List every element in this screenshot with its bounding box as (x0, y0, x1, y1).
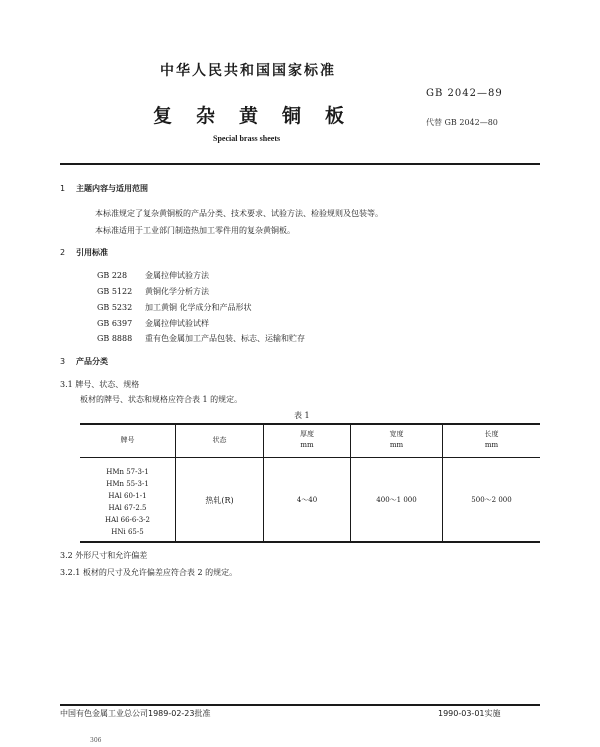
reference-code: GB 5122 (97, 287, 133, 296)
header-thickness-label: 厚度 (300, 430, 314, 438)
header-rule (60, 163, 540, 165)
brand-item: HNi 65-5 (111, 528, 144, 536)
reference-item (97, 333, 305, 344)
header-thickness (264, 429, 350, 451)
reference-item (97, 318, 209, 329)
subsection-3-2-1: 3.2.1 板材的尺寸及允许偏差应符合表 2 的规定。 (60, 568, 238, 577)
header-length-label: 长度 (484, 430, 499, 438)
paragraph: 本标准规定了复杂黄铜板的产品分类、技术要求、试验方法、检验规则及包装等。 (95, 209, 383, 218)
thickness-value: 4～40 (296, 496, 318, 504)
paragraph: 板材的牌号、状态和规格应符合表 1 的规定。 (80, 395, 243, 404)
english-title: Special brass sheets (213, 134, 281, 143)
paragraph: 本标准适用于工业部门制造热加工零件用的复杂黄铜板。 (95, 226, 295, 235)
standard-code: GB 2042—89 (426, 88, 503, 99)
section-3-heading (60, 356, 108, 367)
replaces-standard: 代替 GB 2042—80 (426, 118, 498, 127)
brand-item: HMn 57-3-1 (106, 468, 149, 476)
length-value: 500～2 000 (471, 496, 512, 504)
reference-title: 黄铜化学分析方法 (145, 287, 209, 296)
brand-item: HAl 66-6-3-2 (105, 516, 150, 524)
subsection-3-2-heading: 3.2 外形尺寸和允许偏差 (60, 551, 148, 560)
header-state: 状态 (212, 436, 227, 444)
table-caption: 表 1 (294, 411, 310, 420)
brand-item: HMn 55-3-1 (106, 480, 149, 488)
footer-rule (60, 704, 540, 706)
header-width-unit: mm (389, 441, 404, 449)
subsection-3-1-heading: 3.1 牌号、状态、规格 (60, 380, 140, 389)
reference-item (97, 286, 209, 297)
effective-date: 1990-03-01实施 (438, 709, 501, 718)
reference-title: 金属拉伸试验方法 (145, 271, 209, 280)
reference-title: 金属拉伸试验试样 (145, 319, 209, 328)
page-number: 306 (90, 737, 102, 744)
header-thickness-unit: mm (300, 441, 314, 449)
national-standard-heading: 中华人民共和国国家标准 (160, 63, 336, 79)
table-rule (80, 541, 540, 543)
reference-item (97, 270, 209, 281)
reference-title: 加工黄铜 化学成分和产品形状 (145, 303, 252, 312)
brand-item: HAl 60-1-1 (108, 492, 147, 500)
section-1-heading (60, 183, 148, 194)
reference-code: GB 8888 (97, 334, 133, 343)
section-title: 产品分类 (76, 357, 108, 366)
section-number: 3 (60, 357, 66, 366)
header-length (443, 429, 540, 451)
width-value: 400～1 000 (376, 496, 417, 504)
table-1 (80, 423, 540, 543)
section-number: 2 (60, 248, 66, 257)
section-title: 引用标准 (76, 248, 108, 257)
reference-title: 重有色金属加工产品包装、标志、运输和贮存 (145, 334, 305, 343)
document-title: 复杂黄铜板 (153, 105, 369, 127)
reference-code: GB 6397 (97, 319, 133, 328)
reference-code: GB 5232 (97, 303, 133, 312)
header-length-unit: mm (484, 441, 499, 449)
header-width (351, 429, 442, 451)
state-value: 热轧(R) (205, 496, 234, 505)
section-title: 主题内容与适用范围 (76, 184, 148, 193)
header-brand: 牌号 (120, 436, 135, 444)
approval-line: 中国有色金属工业总公司1989-02-23批准 (60, 709, 211, 718)
reference-code: GB 228 (97, 271, 128, 280)
brand-item: HAl 67-2.5 (108, 504, 147, 512)
table-rule (80, 423, 540, 425)
header-width-label: 宽度 (389, 430, 404, 438)
table-rule (80, 457, 540, 458)
section-number: 1 (60, 184, 66, 193)
reference-item (97, 302, 252, 313)
brand-list (80, 466, 175, 538)
section-2-heading (60, 247, 108, 258)
